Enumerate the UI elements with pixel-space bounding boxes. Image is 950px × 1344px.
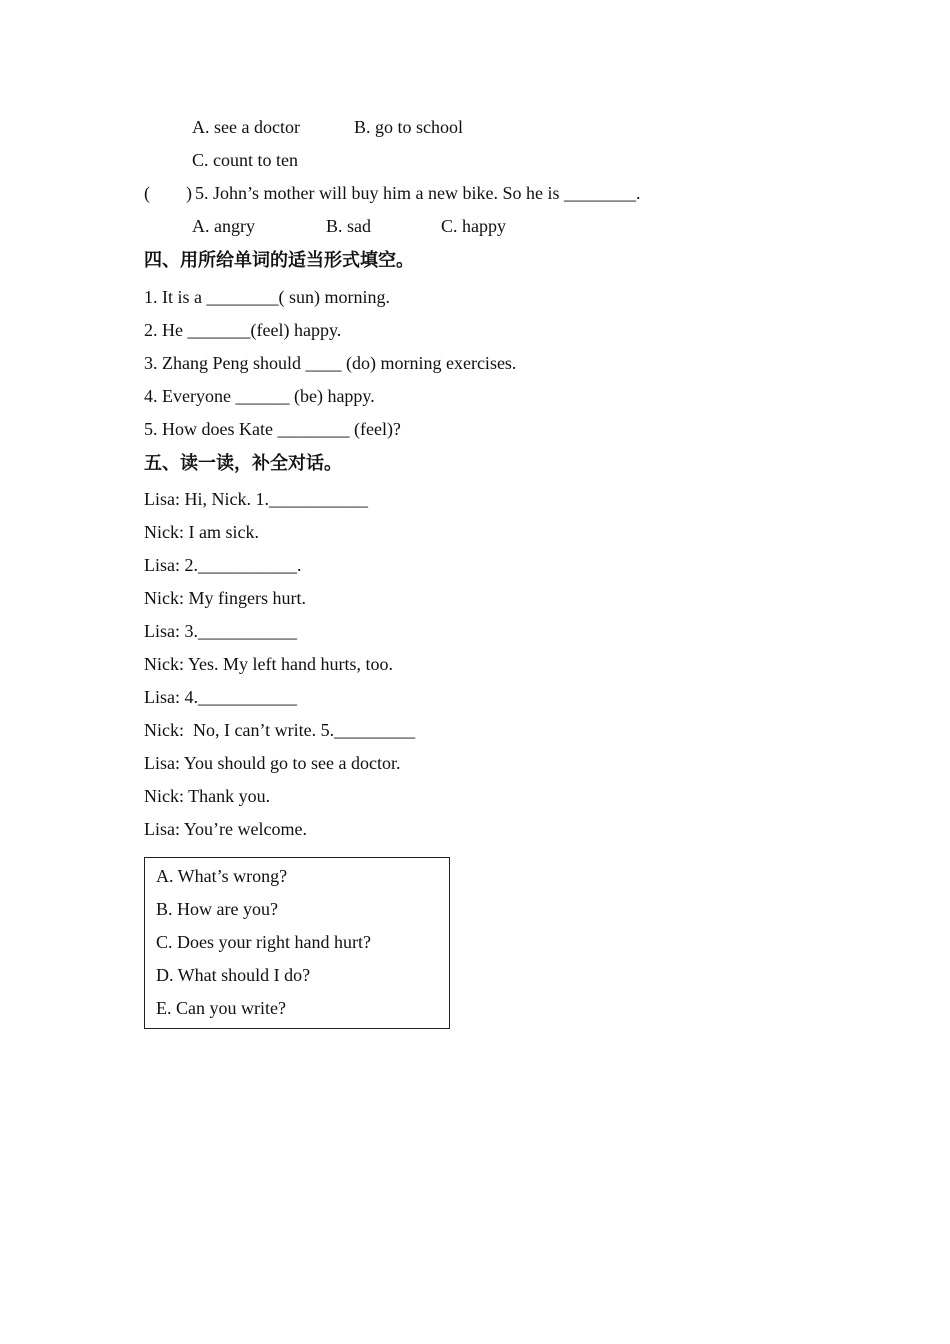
dialogue-line: Nick: My fingers hurt. [144, 588, 306, 608]
section4-item-4: 4. Everyone ______ (be) happy. [144, 386, 375, 406]
section5-heading: 五、读一读，补全对话。 [144, 453, 342, 474]
dialogue-line: Lisa: You’re welcome. [144, 819, 307, 839]
section4-item-3: 3. Zhang Peng should ____ (do) morning exercises. [144, 353, 517, 373]
q5-option-b: B. sad [326, 216, 371, 236]
q5-answer-bracket: ( ) [144, 183, 192, 203]
choice-d: D. What should I do? [156, 965, 311, 985]
dialogue-line: Nick: Thank you. [144, 786, 271, 806]
section4-item-1: 1. It is a ________( sun) morning. [144, 287, 390, 307]
dialogue-line: Lisa: 3.___________ [144, 621, 297, 641]
dialogue-line: Lisa: Hi, Nick. 1.___________ [144, 489, 368, 509]
q4-option-b: B. go to school [354, 117, 464, 137]
section4-item-2: 2. He _______(feel) happy. [144, 320, 342, 340]
dialogue-line: Nick: No, I can’t write. 5._________ [144, 720, 416, 740]
dialogue-line: Nick: I am sick. [144, 522, 259, 542]
choice-e: E. Can you write? [156, 998, 286, 1018]
q5-option-a: A. angry [192, 216, 255, 236]
section4-heading: 四、用所给单词的适当形式填空。 [144, 250, 414, 271]
dialogue-line: Lisa: 2.___________. [144, 555, 302, 575]
q4-option-c: C. count to ten [192, 150, 298, 170]
dialogue-line: Lisa: You should go to see a doctor. [144, 753, 401, 773]
q5-option-c: C. happy [441, 216, 506, 236]
choice-a: A. What’s wrong? [156, 866, 288, 886]
choice-c: C. Does your right hand hurt? [156, 932, 371, 952]
q4-option-a: A. see a doctor [192, 117, 300, 137]
dialogue-line: Nick: Yes. My left hand hurts, too. [144, 654, 393, 674]
dialogue-line: Lisa: 4.___________ [144, 687, 297, 707]
q5-question: 5. John’s mother will buy him a new bike. So he is ________. [195, 183, 641, 203]
answer-choices-box [144, 857, 450, 1029]
choice-b: B. How are you? [156, 899, 278, 919]
section4-item-5: 5. How does Kate ________ (feel)? [144, 419, 401, 439]
